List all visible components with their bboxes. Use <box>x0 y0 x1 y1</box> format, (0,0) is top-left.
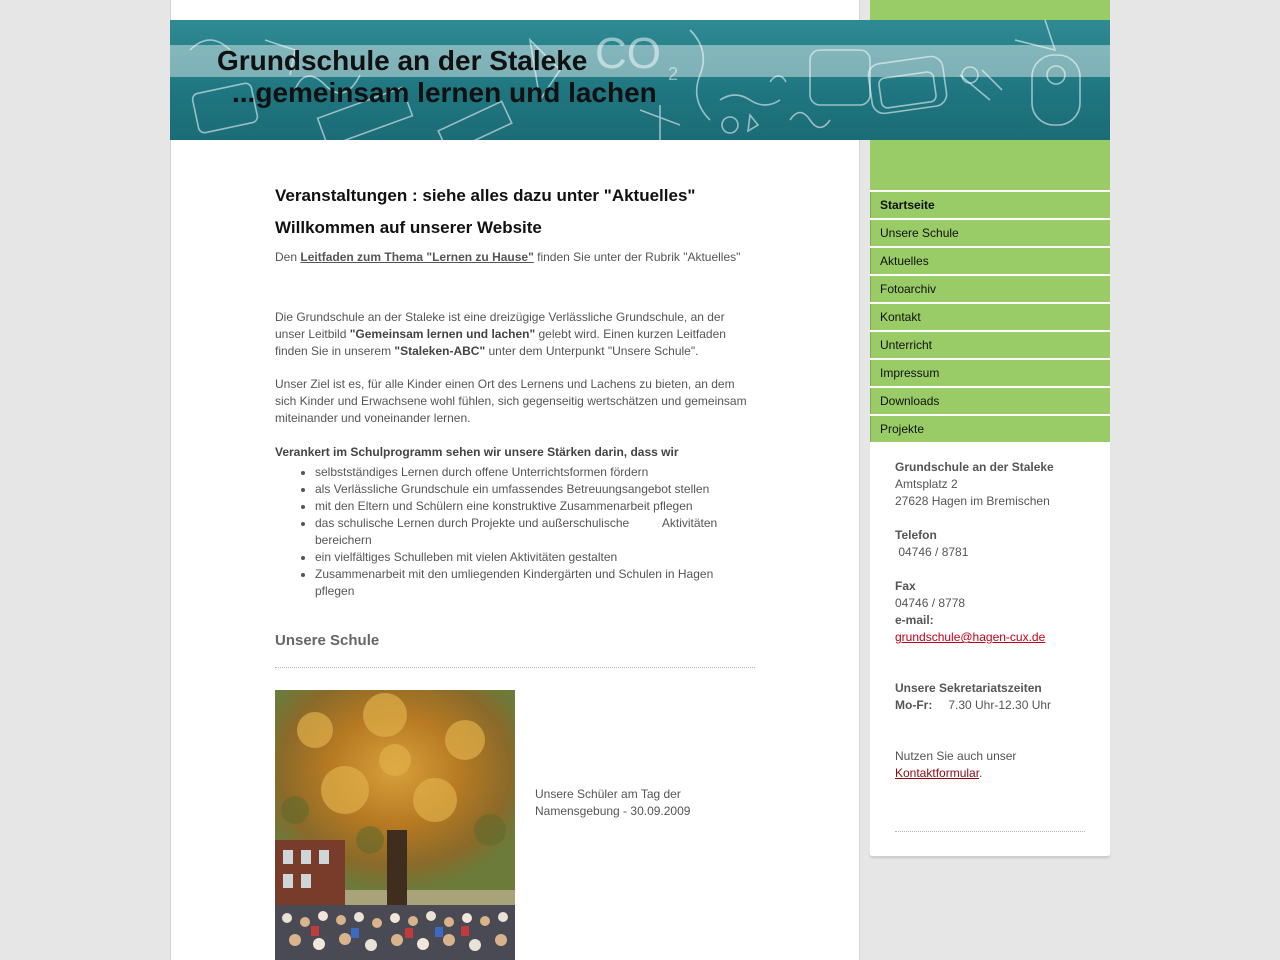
desc-abc: "Staleken-ABC" <box>394 344 486 358</box>
site-title[interactable]: Grundschule an der Staleke <box>217 45 588 76</box>
desc-text-2: gelebt wird. Einen kurzen Leitfaden finden Sie in unserem <box>275 327 726 358</box>
nav-item-aktuelles[interactable]: Aktuelles <box>870 248 1110 274</box>
contact-fax-label: Fax <box>895 579 916 593</box>
nav-item-unsere-schule[interactable]: Unsere Schule <box>870 220 1110 246</box>
desc-text-1: Die Grundschule an der Staleke ist eine dreizügige Verlässliche Grundschule, an der unser Leitbild <box>275 310 725 341</box>
contact-fax: 04746 / 8778 <box>895 596 966 610</box>
photo-caption: Unsere Schüler am Tag der Namensgebung - 30.09.2009 <box>535 787 691 818</box>
main-content <box>275 185 755 668</box>
desc-motto: "Gemeinsam lernen und lachen" <box>349 327 536 341</box>
welcome-heading: Willkommen auf unserer Website <box>275 218 542 237</box>
sidebar-bottom-edge <box>870 852 1110 857</box>
list-item: • als Verlässliche Grundschule ein umfassendes Betreuungsangebot stellen <box>315 481 755 498</box>
contact-form-suffix: . <box>979 766 983 780</box>
intro-paragraph <box>275 249 755 266</box>
section-title-unsere-schule: Unsere Schule <box>275 632 380 649</box>
list-item: • mit den Eltern und Schülern eine konstruktive Zusammenarbeit pflegen <box>315 498 755 515</box>
list-item: • das schulische Lernen durch Projekte und außerschulische Aktivitäten bereichern <box>315 515 755 549</box>
office-hours-time: 7.30 Uhr-12.30 Uhr <box>948 698 1052 712</box>
list-item: • Zusammenarbeit mit den umliegenden Kindergärten und Schulen in Hagen pflegen <box>315 566 755 600</box>
strengths-heading-text: Verankert im Schulprogramm sehen wir unsere Stärken darin, dass wir <box>275 445 679 459</box>
contact-phone-label: Telefon <box>895 528 937 542</box>
site-slogan: ...gemeinsam lernen und lachen <box>232 77 657 108</box>
strengths-list <box>275 464 755 600</box>
contact-email-label: e-mail: <box>895 613 934 627</box>
section-divider <box>275 667 755 668</box>
school-photo-image <box>275 690 515 960</box>
strengths-heading <box>275 444 755 461</box>
contact-school-name: Grundschule an der Staleke <box>895 460 1054 474</box>
contact-phone: 04746 / 8781 <box>895 545 969 559</box>
header-banner <box>170 20 1110 140</box>
contact-street: Amtsplatz 2 <box>895 477 958 491</box>
nav-item-downloads[interactable]: Downloads <box>870 388 1110 414</box>
contact-city: 27628 Hagen im Bremischen <box>895 494 1050 508</box>
nav-item-projekte[interactable]: Projekte <box>870 416 1110 442</box>
sidebar-divider <box>895 831 1085 832</box>
svg-text:CO: CO <box>595 29 661 78</box>
nav-item-unterricht[interactable]: Unterricht <box>870 332 1110 358</box>
contact-email-link[interactable]: grundschule@hagen-cux.de <box>895 630 1046 644</box>
contact-box <box>895 459 1095 832</box>
nav-item-impressum[interactable]: Impressum <box>870 360 1110 386</box>
contact-form-prefix: Nutzen Sie auch unser <box>895 749 1017 763</box>
list-item: • selbstständiges Lernen durch offene Unterrichtsformen fördern <box>315 464 755 481</box>
school-photo <box>275 690 515 960</box>
intro-prefix: Den <box>275 250 301 264</box>
nav-item-startseite[interactable]: Startseite <box>870 192 1110 218</box>
desc-text-3: unter dem Unterpunkt "Unsere Schule". <box>485 344 699 358</box>
office-hours-days: Mo-Fr: <box>895 698 933 712</box>
school-description <box>275 309 755 360</box>
goal-paragraph: Unser Ziel ist es, für alle Kinder einen Ort des Lernens und Lachens zu bieten, an dem sich Kinder und Erwachsene wohl fühlen, sich gegenseitig wertschätzen und gemeinsam miteinander und voneinander lernen. <box>275 377 747 425</box>
main-navigation <box>870 192 1110 444</box>
contact-form-link[interactable]: Kontaktformular <box>895 766 980 780</box>
svg-text:2: 2 <box>668 64 679 84</box>
list-item: • ein vielfältiges Schulleben mit vielen Aktivitäten gestalten <box>315 549 755 566</box>
office-hours-label: Unsere Sekretariatszeiten <box>895 681 1042 695</box>
intro-suffix: finden Sie unter der Rubrik "Aktuelles" <box>533 250 741 264</box>
nav-item-fotoarchiv[interactable]: Fotoarchiv <box>870 276 1110 302</box>
guide-link[interactable]: Leitfaden zum Thema "Lernen zu Hause" <box>300 250 534 264</box>
nav-item-kontakt[interactable]: Kontakt <box>870 304 1110 330</box>
events-heading: Veranstaltungen : siehe alles dazu unter "Aktuelles" <box>275 186 696 205</box>
